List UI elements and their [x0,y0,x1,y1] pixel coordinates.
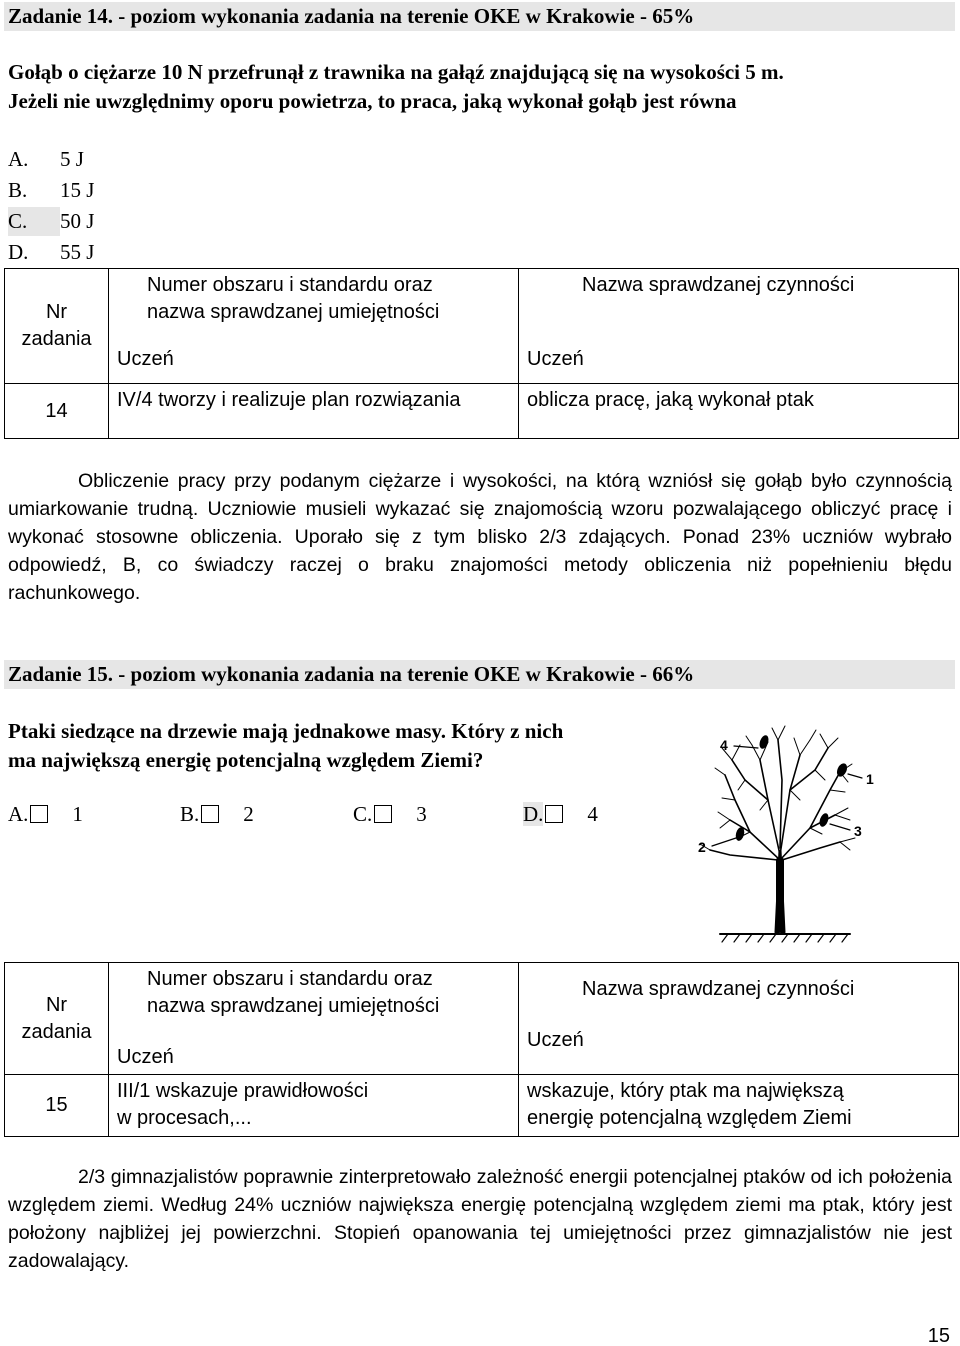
checkbox[interactable] [201,805,219,823]
answer-value: 1 [72,802,83,826]
task15-table [4,962,959,1137]
tree-with-birds-illustration [690,720,900,950]
tree-label-4: 4 [720,737,728,753]
skill-header-cell [109,963,519,1075]
task14-option-b [8,176,94,207]
activity-subheader: Uczeń [527,1029,584,1051]
task15-answer-b [180,800,254,829]
activity-header: Nazwa sprawdzanej czynności [582,274,855,296]
answer-letter: C. [353,802,373,826]
answer-value: 4 [587,802,598,826]
nr-header-cell [5,963,109,1075]
option-value: 55 J [60,240,95,264]
activity-header-cell [519,963,959,1075]
option-letter: A. [8,147,29,171]
nr-header-line1: Nr [45,993,68,1016]
answer-letter: B. [180,802,200,826]
task14-table [4,268,959,439]
task14-options [8,145,94,269]
activity-header-cell [519,269,959,384]
skill-header-line2: nazwa sprawdzanej umiejętności [147,995,440,1017]
checkbox[interactable] [545,805,563,823]
checkbox[interactable] [30,805,48,823]
task14-question-line2: Jeżeli nie uwzględnimy oporu powietrza, to praca, jaką wykonał gołąb jest równa [8,89,737,113]
option-value: 5 J [60,147,84,171]
activity-header: Nazwa sprawdzanej czynności [582,978,855,1000]
activity-cell [519,1075,959,1137]
task14-option-d [8,238,94,269]
tree-label-3: 3 [854,823,862,839]
task15-question [8,717,563,775]
nr-cell: 14 [5,384,109,439]
task14-question-line1: Gołąb o ciężarze 10 N przefrunął z trawnika na gałąź znajdującą się na wysokości 5 m. [8,60,784,84]
task14-question [8,58,784,116]
answer-letter: A. [8,802,29,826]
task14-header: Zadanie 14. - poziom wykonania zadania na terenie OKE w Krakowie - 65% [4,2,955,31]
skill-header-line2: nazwa sprawdzanej umiejętności [147,301,440,323]
task14-commentary: Obliczenie pracy przy podanym ciężarze i wysokości, na którą wzniósł się gołąb było czynnością umiarkowanie trudną. Uczniowie musieli wykazać się znajomością wzoru pozwalającego obliczyć pracę i wykonać stosowne obliczenia. Uporało się z tym blisko 2/3 zdających. Ponad 23% uczniów wybrało odpowiedź, B, co świadczy raczej o braku znajomości metody obliczenia niż popełnieniu błędu rachunkowego. [8,470,952,604]
skill-line2: w procesach,... [117,1107,252,1129]
activity-subheader: Uczeń [527,348,584,370]
nr-header-line1: Nr [45,301,68,323]
option-value: 50 J [60,209,95,233]
page-number: 15 [927,1325,950,1346]
activity-line1: wskazuje, który ptak ma największą [527,1080,844,1102]
skill-cell: IV/4 tworzy i realizuje plan rozwiązania [109,384,519,439]
answer-letter-highlighted: D. [523,802,544,826]
task15-answer-a [8,800,83,829]
option-letter-highlighted: C. [8,207,60,236]
task14-option-a [8,145,94,176]
task15-question-line1: Ptaki siedzące na drzewie mają jednakowe masy. Który z nich [8,719,564,743]
nr-cell: 15 [5,1075,109,1137]
task15-answer-c [353,800,427,829]
task15-question-line2: ma największą energię potencjalną względem Ziemi? [8,748,484,772]
skill-header-cell [109,269,519,384]
nr-header-cell [5,269,109,384]
nr-header-line2: zadania [21,1020,92,1043]
tree-label-1: 1 [866,771,874,787]
task15-header: Zadanie 15. - poziom wykonania zadania na terenie OKE w Krakowie - 66% [4,660,955,689]
skill-cell [109,1075,519,1137]
task15-commentary: 2/3 gimnazjalistów poprawnie zinterpretowało zależność energii potencjalnej ptaków od ich położenia względem ziemi. Według 24% uczniów największa energię potencjalną względem ziemi ma ptak, który jest położony najbliżej jej powierzchni. Stopień opanowania tej umiejętności przez gimnazjalistów nie jest zadowalający. [8,1166,952,1272]
task14-option-c [8,207,94,238]
answer-value: 2 [243,802,254,826]
task15-answer-d [523,800,598,829]
skill-subheader: Uczeń [117,1046,174,1068]
answer-value: 3 [416,802,427,826]
checkbox[interactable] [374,805,392,823]
skill-subheader: Uczeń [117,348,174,370]
tree-label-2: 2 [698,839,706,855]
option-letter: D. [8,240,29,264]
activity-line2: energię potencjalną względem Ziemi [527,1107,852,1129]
option-value: 15 J [60,178,95,202]
activity-cell: oblicza pracę, jaką wykonał ptak [519,384,959,439]
skill-header-line1: Numer obszaru i standardu oraz [147,968,433,990]
nr-header-line2: zadania [21,328,92,350]
option-letter: B. [8,178,28,202]
skill-header-line1: Numer obszaru i standardu oraz [147,274,433,296]
skill-line1: III/1 wskazuje prawidłowości [117,1080,369,1102]
